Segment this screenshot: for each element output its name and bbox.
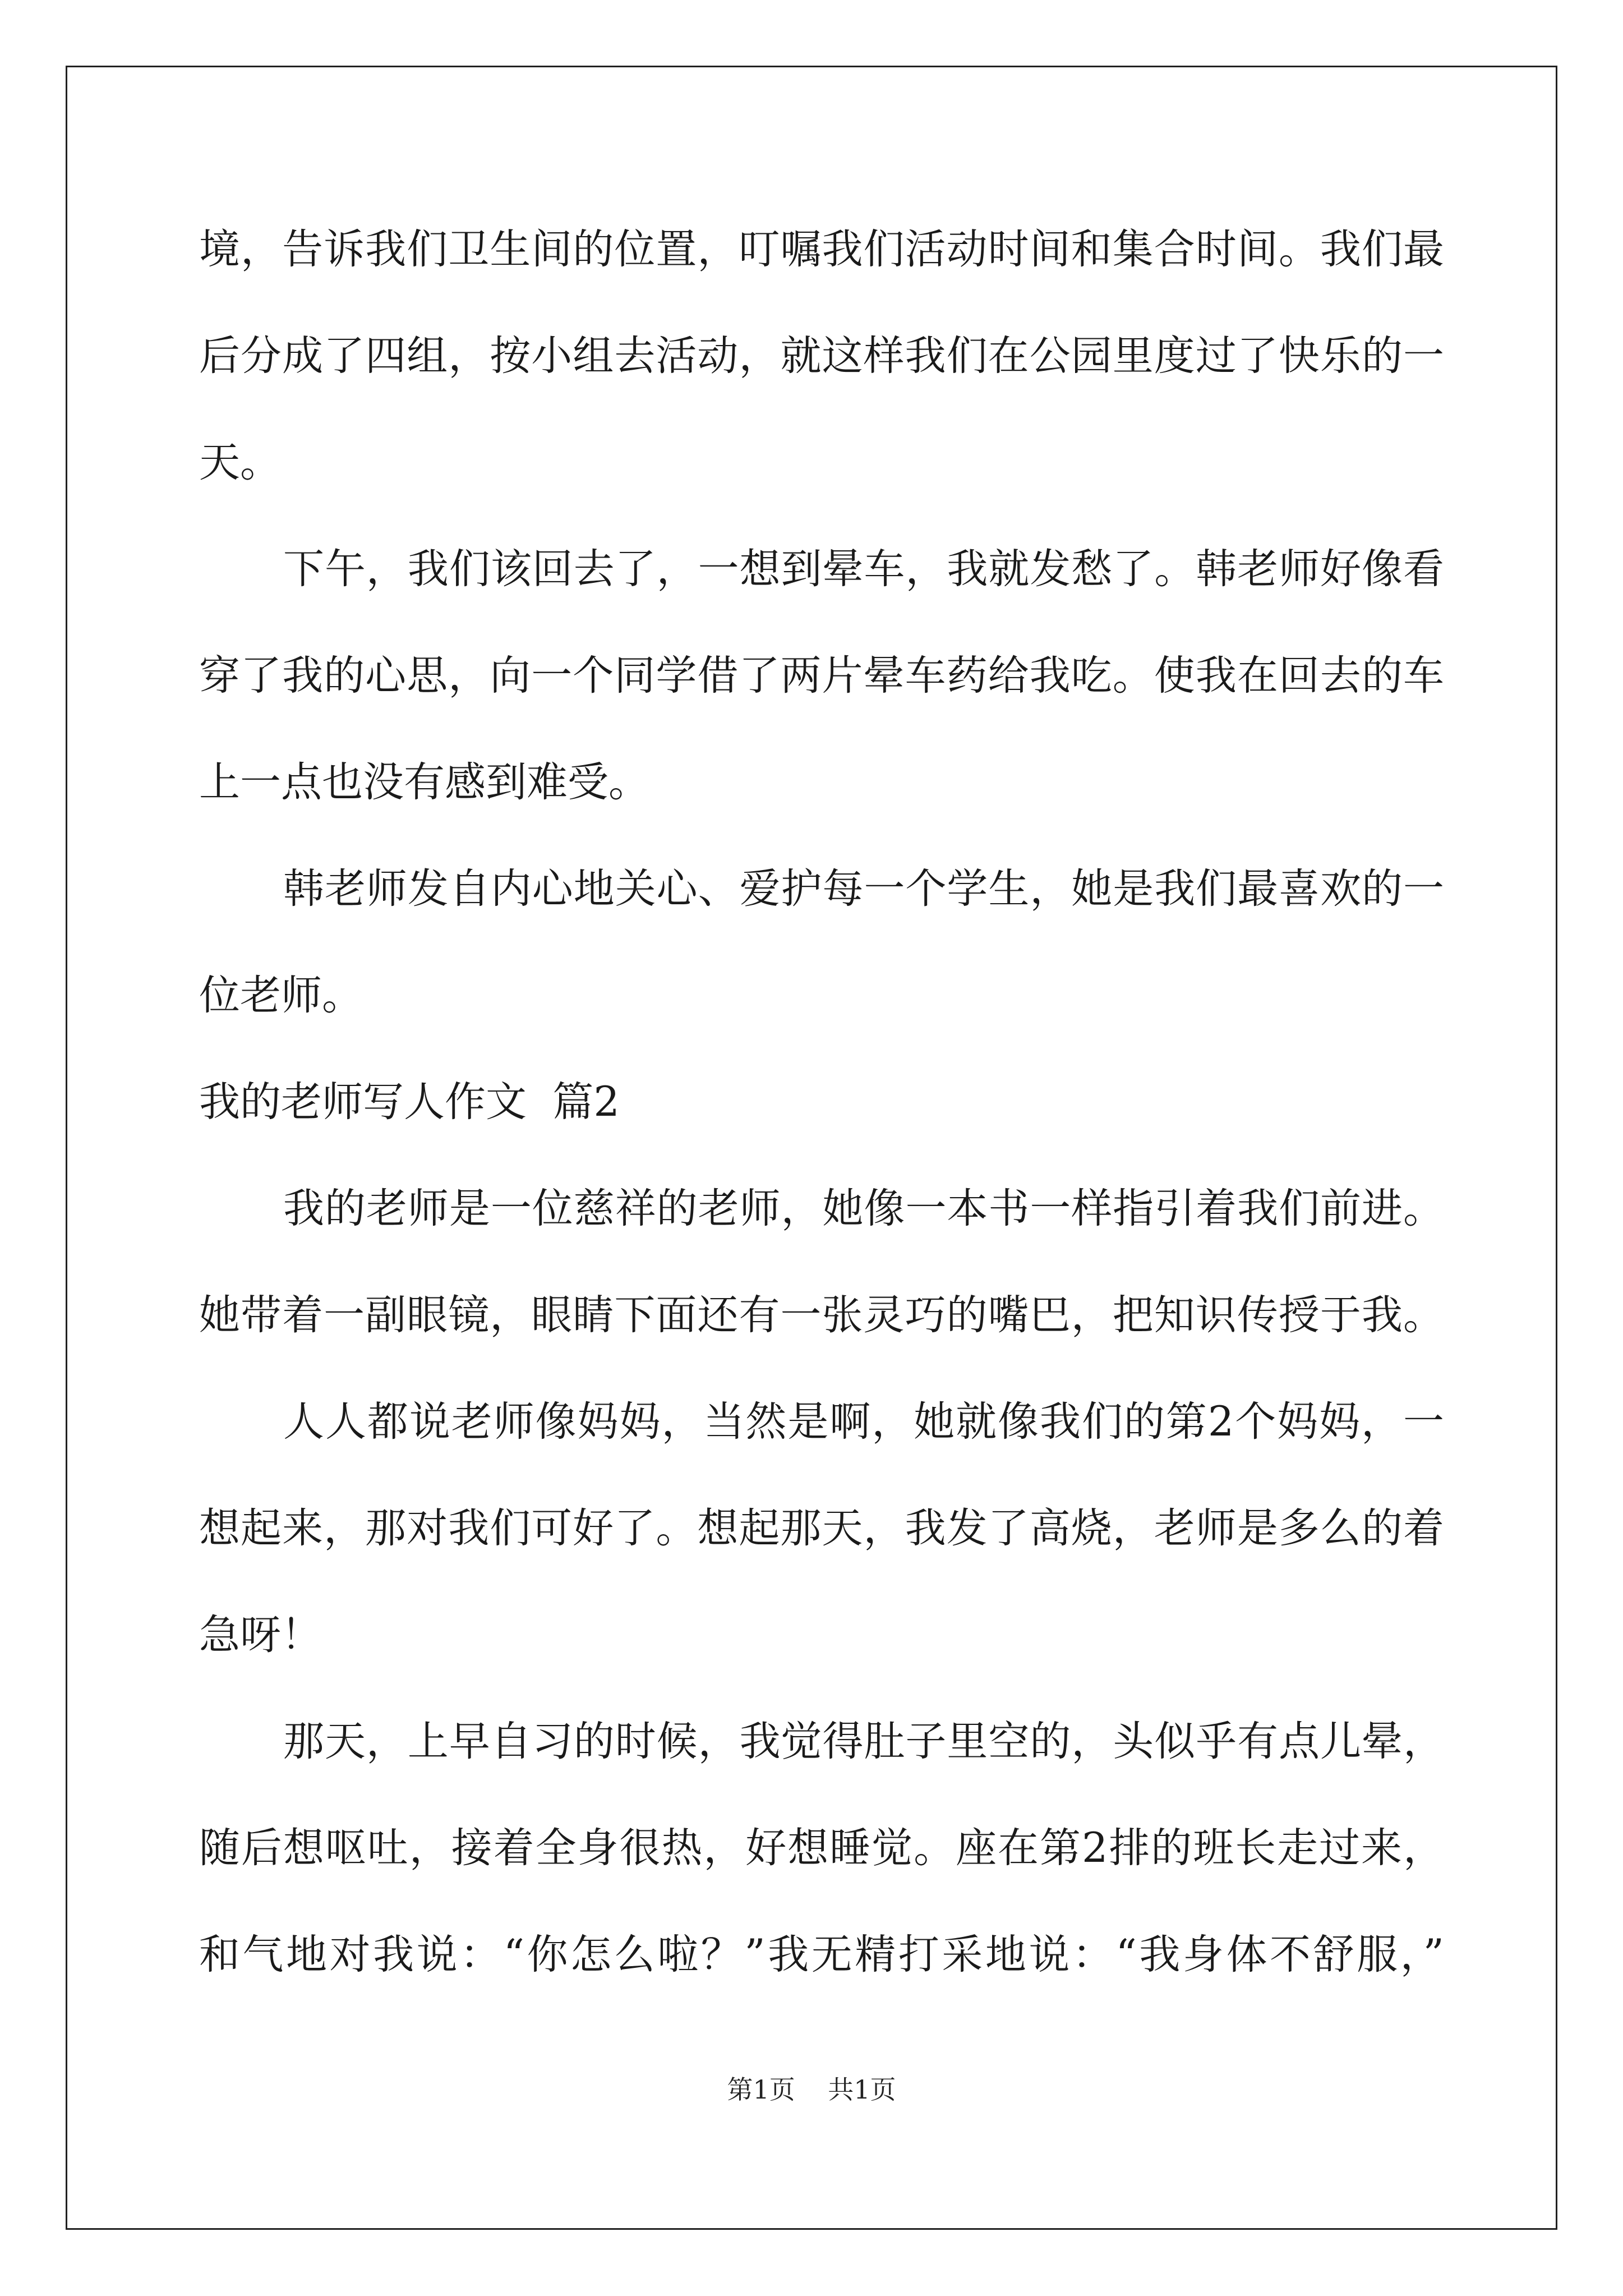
text-line: 想起来，那对我们可好了。想起那天，我发了高烧，老师是多么的着 [199,1504,1444,1552]
text-line: 随后想呕吐，接着全身很热，好想睡觉。座在第2排的班长走过来， [199,1824,1444,1872]
paragraph-first-line: 下午，我们该回去了，一想到晕车，我就发愁了。韩老师好像看 [283,545,1444,593]
text-line: 境，告诉我们卫生间的位置，叮嘱我们活动时间和集合时间。我们最 [199,226,1444,273]
paragraph-first-line: 人人都说老师像妈妈，当然是啊，她就像我们的第2个妈妈，一 [283,1398,1444,1446]
text-line: 上一点也没有感到难受。 [199,758,649,806]
page-footer: 第1页 共1页 [727,2074,896,2105]
text-line: 她带着一副眼镜，眼睛下面还有一张灵巧的嘴巴，把知识传授于我。 [199,1291,1444,1339]
paragraph-first-line: 那天，上早自习的时候，我觉得肚子里空的，头似乎有点儿晕， [283,1718,1444,1765]
text-line: 位老师。 [199,972,363,1019]
text-line: 急呀！ [199,1611,322,1659]
text-line: 天。 [199,439,281,486]
section-heading: 我的老师写人作文 篇2 [199,1078,620,1126]
text-line: 后分成了四组，按小组去活动，就这样我们在公园里度过了快乐的一 [199,332,1444,380]
text-line: 穿了我的心思，向一个同学借了两片晕车药给我吃。使我在回去的车 [199,652,1444,700]
text-line: 和气地对我说：“你怎么啦？”我无精打采地说：“我身体不舒服，” [199,1931,1444,1978]
paragraph-first-line: 韩老师发自内心地关心、爱护每一个学生，她是我们最喜欢的一 [283,865,1444,913]
page-border [66,66,1557,2230]
paragraph-first-line: 我的老师是一位慈祥的老师，她像一本书一样指引着我们前进。 [283,1185,1444,1232]
